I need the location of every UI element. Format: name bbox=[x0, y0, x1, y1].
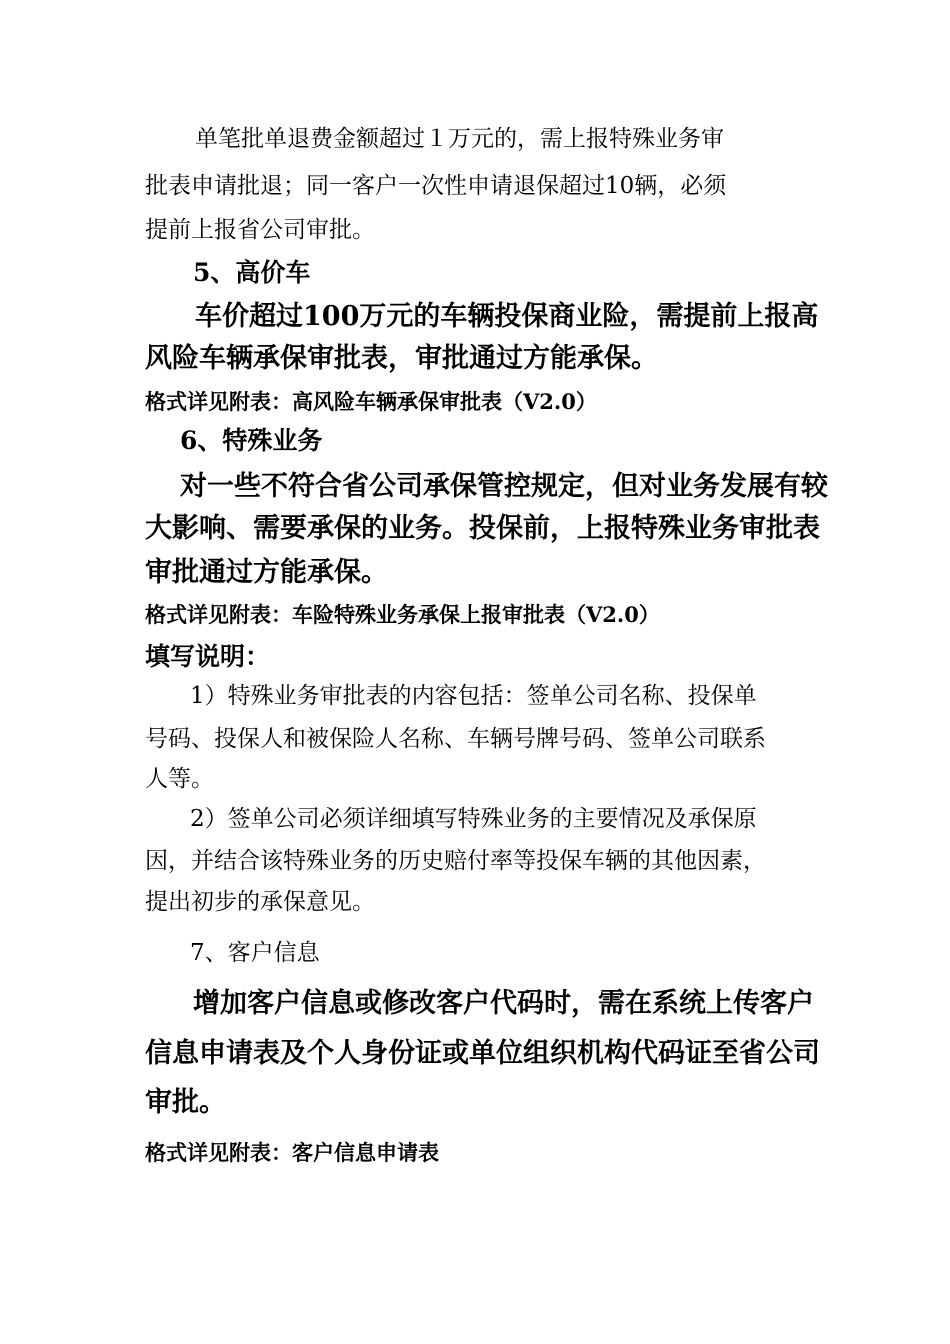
section-5-paragraph-line-1: 车价超过100万元的车辆投保商业险，需提前上报高 bbox=[195, 301, 819, 332]
section-5-format-note: 格式详见附表：高风险车辆承保审批表（V2.0） bbox=[145, 389, 597, 414]
section-6-heading: 6、特殊业务 bbox=[180, 426, 323, 455]
section-5-heading: 5、高价车 bbox=[193, 258, 311, 287]
section-7-paragraph-line-1: 增加客户信息或修改客户代码时，需在系统上传客户 bbox=[193, 988, 814, 1019]
section-7-paragraph-line-3: 审批。 bbox=[145, 1087, 226, 1118]
instruction-1-line-1: 1）特殊业务审批表的内容包括：签单公司名称、投保单 bbox=[190, 683, 757, 709]
instruction-1-line-2: 号码、投保人和被保险人名称、车辆号牌号码、签单公司联系 bbox=[145, 726, 766, 752]
refund-paragraph-line-1: 单笔批单退费金额超过１万元的，需上报特殊业务审 bbox=[195, 126, 724, 152]
section-6-paragraph-line-3: 审批通过方能承保。 bbox=[145, 557, 388, 588]
instruction-2-line-2: 因，并结合该特殊业务的历史赔付率等投保车辆的其他因素， bbox=[145, 848, 766, 874]
instruction-2-line-1: 2）签单公司必须详细填写特殊业务的主要情况及承保原 bbox=[190, 806, 757, 832]
instructions-title: 填写说明： bbox=[145, 642, 271, 671]
refund-paragraph-line-2: 批表申请批退；同一客户一次性申请退保超过10辆，必须 bbox=[145, 173, 727, 199]
instruction-1-line-3: 人等。 bbox=[145, 766, 214, 792]
refund-paragraph-line-3: 提前上报省公司审批。 bbox=[145, 217, 375, 243]
section-6-paragraph-line-2: 大影响、需要承保的业务。投保前，上报特殊业务审批表 bbox=[145, 513, 820, 544]
section-7-paragraph-line-2: 信息申请表及个人身份证或单位组织机构代码证至省公司 bbox=[145, 1038, 820, 1069]
instruction-2-line-3: 提出初步的承保意见。 bbox=[145, 889, 375, 915]
section-6-paragraph-line-1: 对一些不符合省公司承保管控规定，但对业务发展有较 bbox=[180, 471, 828, 502]
section-7-heading: 7、客户信息 bbox=[190, 940, 320, 966]
section-5-paragraph-line-2: 风险车辆承保审批表，审批通过方能承保。 bbox=[145, 343, 658, 374]
section-6-format-note: 格式详见附表：车险特殊业务承保上报审批表（V2.0） bbox=[145, 602, 660, 627]
section-7-format-note: 格式详见附表：客户信息申请表 bbox=[145, 1140, 439, 1165]
